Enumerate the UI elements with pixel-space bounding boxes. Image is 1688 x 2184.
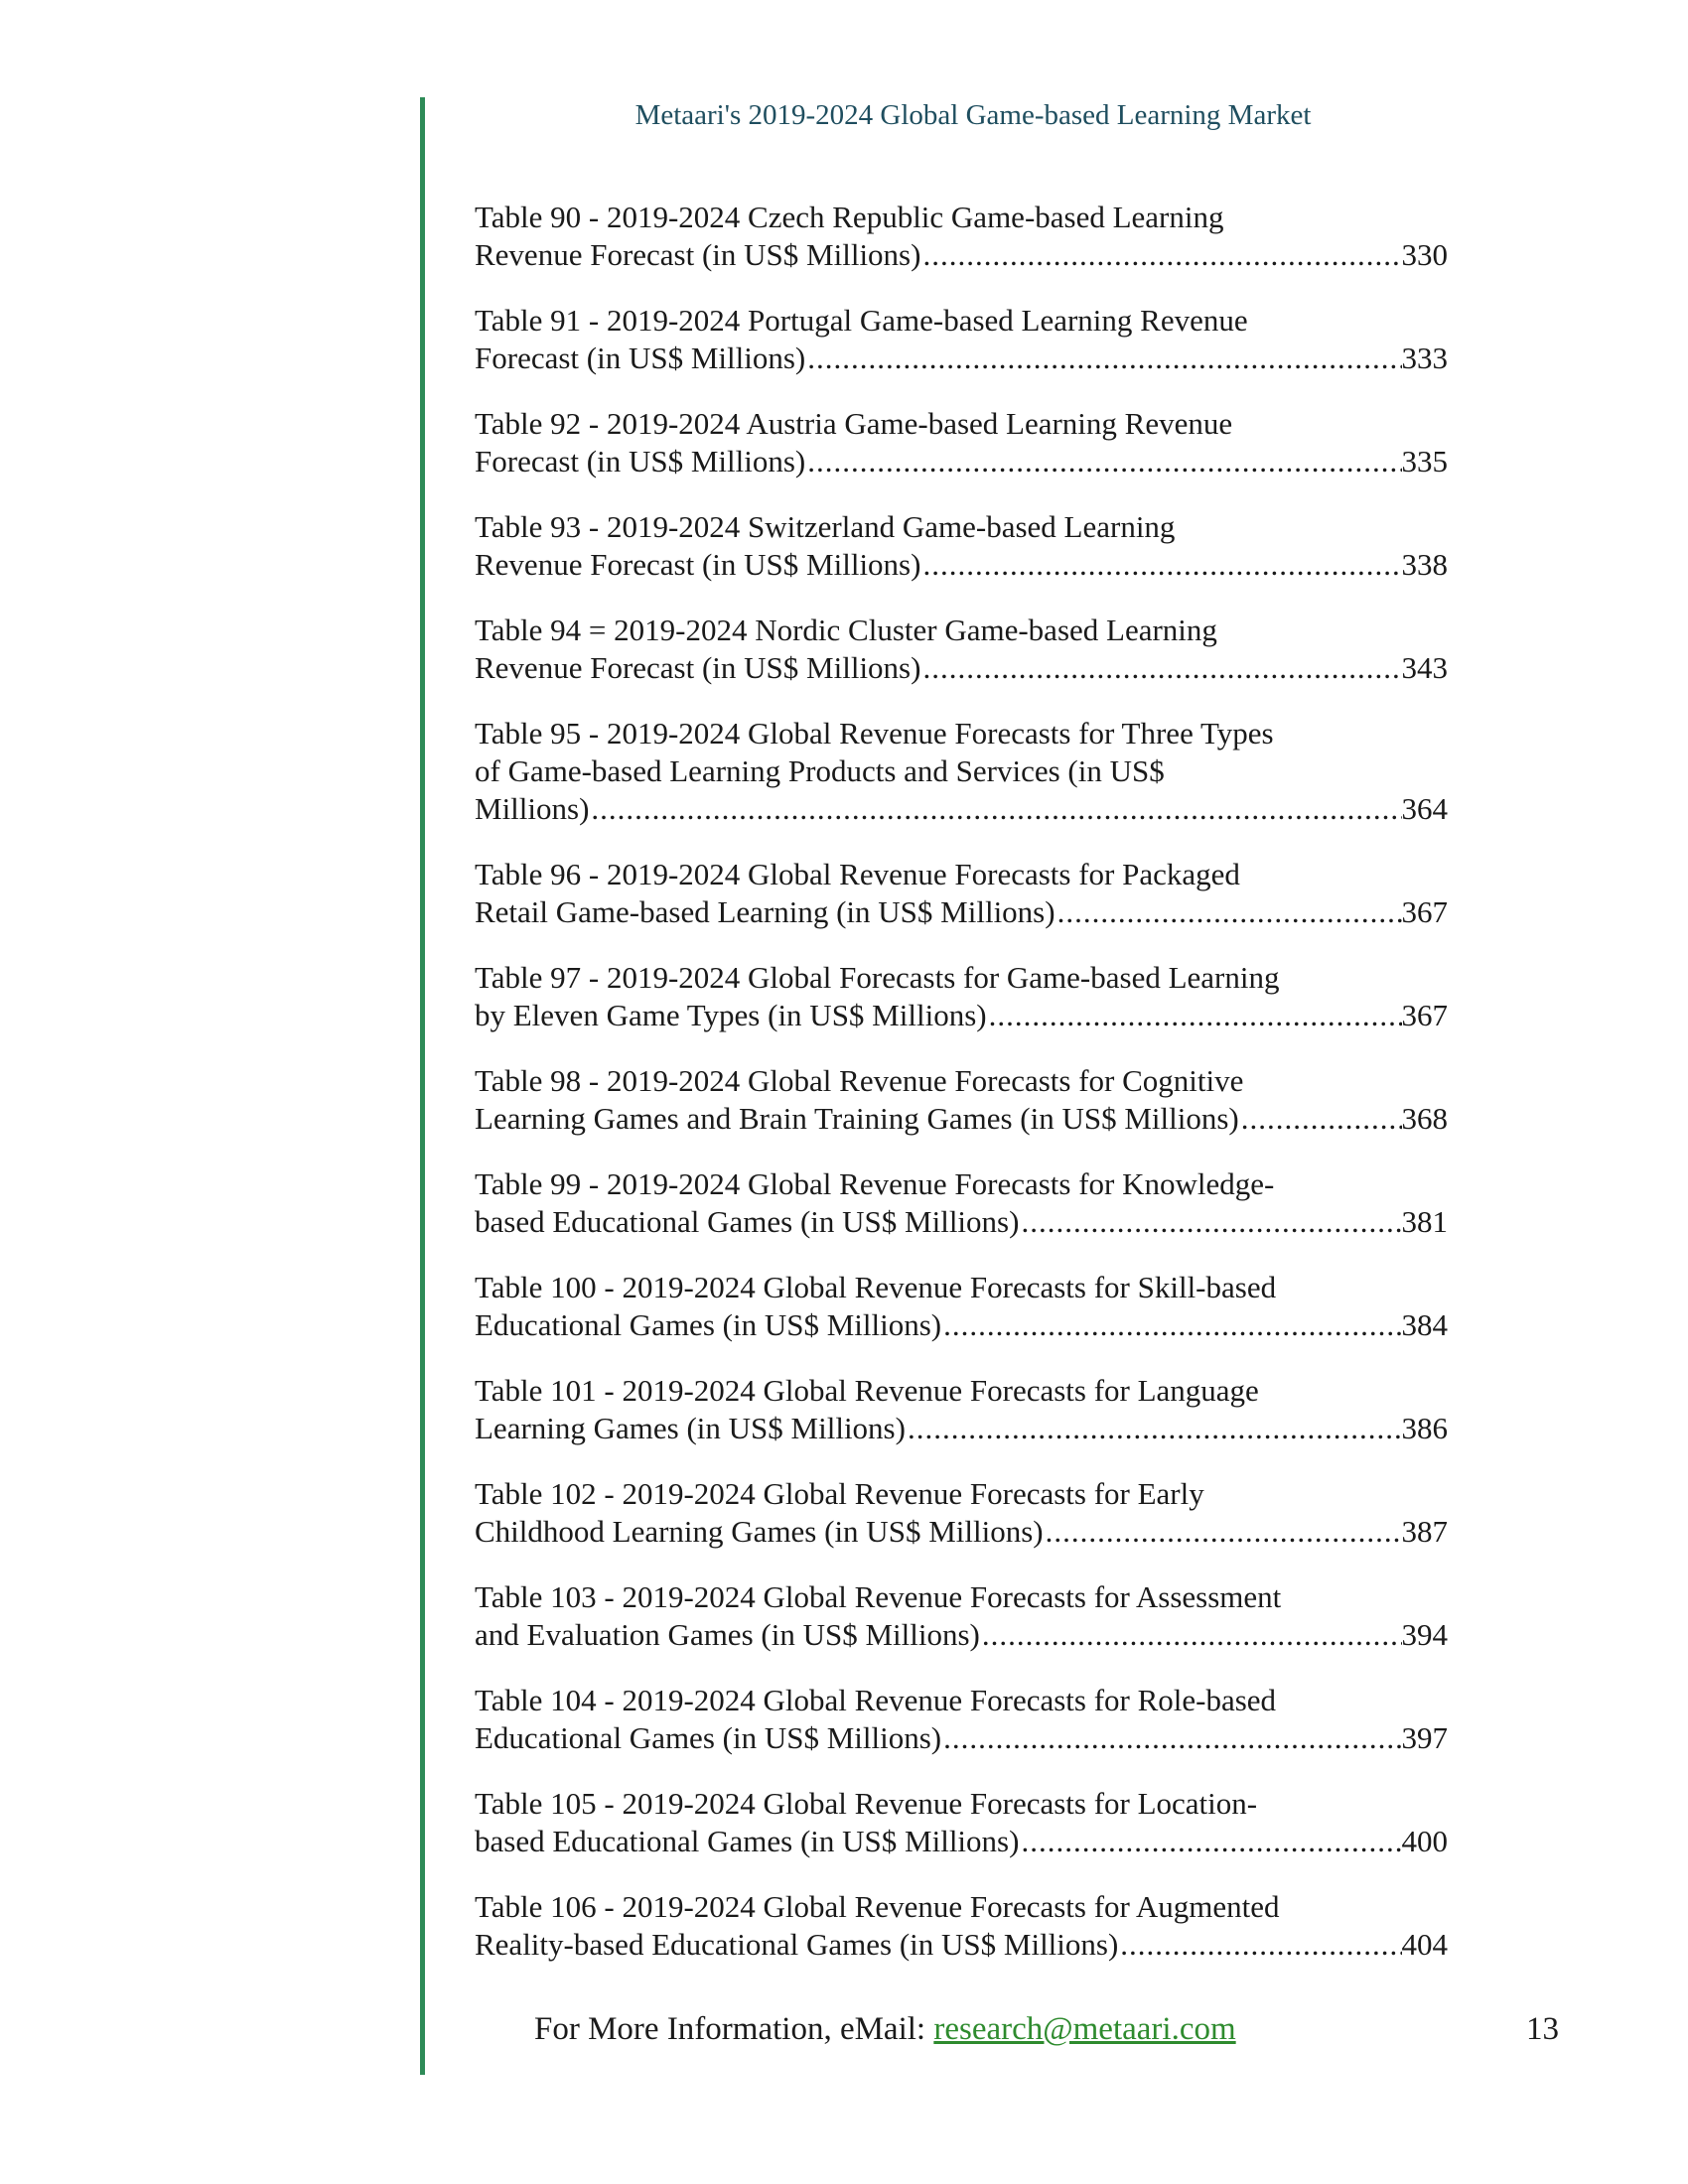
dot-leader bbox=[920, 236, 1401, 274]
toc-entry-title-line: Table 97 - 2019-2024 Global Forecasts for Game-based Learning bbox=[475, 960, 1280, 995]
toc-page-number: 394 bbox=[1401, 1617, 1448, 1652]
toc-entry-last-line bbox=[475, 649, 1448, 687]
toc-entry-title-line: Table 103 - 2019-2024 Global Revenue Forecasts for Assessment bbox=[475, 1579, 1282, 1614]
toc-page-number: 338 bbox=[1401, 547, 1448, 582]
toc-entry[interactable] bbox=[475, 1682, 1448, 1757]
toc-entry-title-line: Learning Games (in US$ Millions) bbox=[475, 1411, 906, 1445]
toc-page-number: 367 bbox=[1401, 894, 1448, 929]
toc-page-number: 386 bbox=[1401, 1411, 1448, 1445]
toc-entry-title-line: Table 102 - 2019-2024 Global Revenue Forecasts for Early bbox=[475, 1476, 1204, 1511]
toc-entry-title-line: based Educational Games (in US$ Millions) bbox=[475, 1204, 1020, 1239]
toc-entry-title-line: Table 99 - 2019-2024 Global Revenue Forecasts for Knowledge- bbox=[475, 1166, 1275, 1201]
toc-page-number: 397 bbox=[1401, 1720, 1448, 1755]
toc-entry[interactable] bbox=[475, 405, 1448, 480]
email-link[interactable]: research@metaari.com bbox=[933, 2011, 1236, 2047]
toc-entry[interactable] bbox=[475, 1165, 1448, 1241]
toc-page-number: 368 bbox=[1401, 1101, 1448, 1136]
toc-page-number: 335 bbox=[1401, 444, 1448, 478]
toc-entry-title-line: Table 93 - 2019-2024 Switzerland Game-based Learning bbox=[475, 509, 1176, 544]
toc-entry-title-line: Forecast (in US$ Millions) bbox=[475, 341, 806, 375]
dot-leader bbox=[1019, 1203, 1401, 1241]
toc-entry[interactable] bbox=[475, 1578, 1448, 1654]
toc-entry[interactable] bbox=[475, 612, 1448, 687]
toc-entry[interactable] bbox=[475, 1785, 1448, 1860]
toc-entry-title-line: Table 90 - 2019-2024 Czech Republic Game-based Learning bbox=[475, 200, 1224, 234]
dot-leader bbox=[941, 1306, 1401, 1344]
toc-entry-title-line: Table 100 - 2019-2024 Global Revenue Forecasts for Skill-based bbox=[475, 1270, 1277, 1304]
dot-leader bbox=[920, 649, 1401, 687]
toc-entry-title-line: Table 96 - 2019-2024 Global Revenue Forecasts for Packaged bbox=[475, 857, 1240, 891]
toc-page-number: 330 bbox=[1401, 237, 1448, 272]
toc-entry[interactable] bbox=[475, 959, 1448, 1034]
page-footer bbox=[427, 2011, 1589, 2055]
toc-page-number: 384 bbox=[1401, 1307, 1448, 1342]
toc-entry-last-line bbox=[475, 1100, 1448, 1138]
toc-entry[interactable] bbox=[475, 1475, 1448, 1551]
toc-entry-last-line bbox=[475, 236, 1448, 274]
running-header: Metaari's 2019-2024 Global Game-based Learning Market bbox=[634, 99, 1312, 131]
toc-entry-title-line: Millions) bbox=[475, 791, 590, 826]
toc-entry-title-line: Revenue Forecast (in US$ Millions) bbox=[475, 650, 921, 685]
toc-entry-title-line: Table 105 - 2019-2024 Global Revenue Forecasts for Location- bbox=[475, 1786, 1258, 1821]
toc-entry-last-line bbox=[475, 893, 1448, 931]
footer-info bbox=[534, 2011, 1236, 2048]
dot-leader bbox=[1044, 1513, 1402, 1551]
toc-entry[interactable] bbox=[475, 508, 1448, 584]
toc-page-number: 333 bbox=[1401, 341, 1448, 375]
dot-leader bbox=[1055, 893, 1402, 931]
dot-leader bbox=[1019, 1823, 1401, 1860]
toc-entry[interactable] bbox=[475, 302, 1448, 377]
toc-entry-title-line: based Educational Games (in US$ Millions) bbox=[475, 1824, 1020, 1858]
table-of-contents bbox=[475, 199, 1448, 1991]
toc-entry-title-line: Forecast (in US$ Millions) bbox=[475, 444, 806, 478]
toc-entry-title-line: Table 106 - 2019-2024 Global Revenue Forecasts for Augmented bbox=[475, 1889, 1280, 1924]
toc-entry-last-line bbox=[475, 1719, 1448, 1757]
dot-leader bbox=[980, 1616, 1402, 1654]
toc-page-number: 400 bbox=[1401, 1824, 1448, 1858]
dot-leader bbox=[805, 340, 1401, 377]
toc-entry-last-line bbox=[475, 1926, 1448, 1964]
dot-leader bbox=[1239, 1100, 1402, 1138]
dot-leader bbox=[805, 443, 1401, 480]
toc-entry-title-line: Table 104 - 2019-2024 Global Revenue Forecasts for Role-based bbox=[475, 1683, 1277, 1717]
toc-entry-title-line: Table 92 - 2019-2024 Austria Game-based Learning Revenue bbox=[475, 406, 1233, 441]
toc-entry[interactable] bbox=[475, 1269, 1448, 1344]
dot-leader bbox=[906, 1410, 1402, 1447]
dot-leader bbox=[941, 1719, 1401, 1757]
toc-entry-last-line bbox=[475, 1616, 1448, 1654]
toc-entry-last-line bbox=[475, 443, 1448, 480]
dot-leader bbox=[589, 790, 1401, 828]
toc-entry-title-line: Educational Games (in US$ Millions) bbox=[475, 1720, 942, 1755]
toc-entry-title-line: Childhood Learning Games (in US$ Millions) bbox=[475, 1514, 1044, 1549]
toc-page-number: 343 bbox=[1401, 650, 1448, 685]
toc-entry-title-line: Retail Game-based Learning (in US$ Millions) bbox=[475, 894, 1055, 929]
dot-leader bbox=[920, 546, 1401, 584]
toc-page-number: 387 bbox=[1401, 1514, 1448, 1549]
page-number: 13 bbox=[1526, 2011, 1559, 2047]
toc-page-number: 404 bbox=[1401, 1927, 1448, 1962]
toc-entry-title-line: Table 91 - 2019-2024 Portugal Game-based Learning Revenue bbox=[475, 303, 1248, 338]
toc-page-number: 364 bbox=[1401, 791, 1448, 826]
toc-entry[interactable] bbox=[475, 1888, 1448, 1964]
toc-entry-last-line bbox=[475, 997, 1448, 1034]
toc-entry-last-line bbox=[475, 1203, 1448, 1241]
toc-entry[interactable] bbox=[475, 199, 1448, 274]
toc-entry-title-line: of Game-based Learning Products and Services (in US$ bbox=[475, 753, 1165, 788]
toc-entry-title-line: Table 94 = 2019-2024 Nordic Cluster Game-based Learning bbox=[475, 613, 1217, 647]
toc-entry-title-line: Reality-based Educational Games (in US$ Millions) bbox=[475, 1927, 1119, 1962]
toc-entry-last-line bbox=[475, 790, 1448, 828]
toc-entry-last-line bbox=[475, 340, 1448, 377]
toc-page-number: 367 bbox=[1401, 998, 1448, 1032]
toc-entry-title-line: Revenue Forecast (in US$ Millions) bbox=[475, 237, 921, 272]
dot-leader bbox=[1118, 1926, 1401, 1964]
dot-leader bbox=[987, 997, 1402, 1034]
toc-entry-title-line: Table 95 - 2019-2024 Global Revenue Forecasts for Three Types bbox=[475, 716, 1274, 751]
toc-entry-title-line: Educational Games (in US$ Millions) bbox=[475, 1307, 942, 1342]
toc-entry[interactable] bbox=[475, 1062, 1448, 1138]
toc-entry-last-line bbox=[475, 1513, 1448, 1551]
toc-page-number: 381 bbox=[1401, 1204, 1448, 1239]
toc-entry-title-line: and Evaluation Games (in US$ Millions) bbox=[475, 1617, 980, 1652]
toc-entry-last-line bbox=[475, 1410, 1448, 1447]
toc-entry-last-line bbox=[475, 1823, 1448, 1860]
toc-entry-title-line: Revenue Forecast (in US$ Millions) bbox=[475, 547, 921, 582]
toc-entry-title-line: Learning Games and Brain Training Games (in US$ Millions) bbox=[475, 1101, 1239, 1136]
toc-entry-last-line bbox=[475, 546, 1448, 584]
footer-info-label: For More Information, eMail: bbox=[534, 2011, 934, 2047]
toc-entry[interactable] bbox=[475, 856, 1448, 931]
toc-entry-title-line: Table 98 - 2019-2024 Global Revenue Forecasts for Cognitive bbox=[475, 1063, 1244, 1098]
toc-entry-title-line: Table 101 - 2019-2024 Global Revenue Forecasts for Language bbox=[475, 1373, 1259, 1408]
toc-entry-last-line bbox=[475, 1306, 1448, 1344]
toc-entry[interactable] bbox=[475, 1372, 1448, 1447]
margin-rule bbox=[420, 97, 425, 2075]
toc-entry[interactable] bbox=[475, 715, 1448, 828]
toc-entry-title-line: by Eleven Game Types (in US$ Millions) bbox=[475, 998, 987, 1032]
